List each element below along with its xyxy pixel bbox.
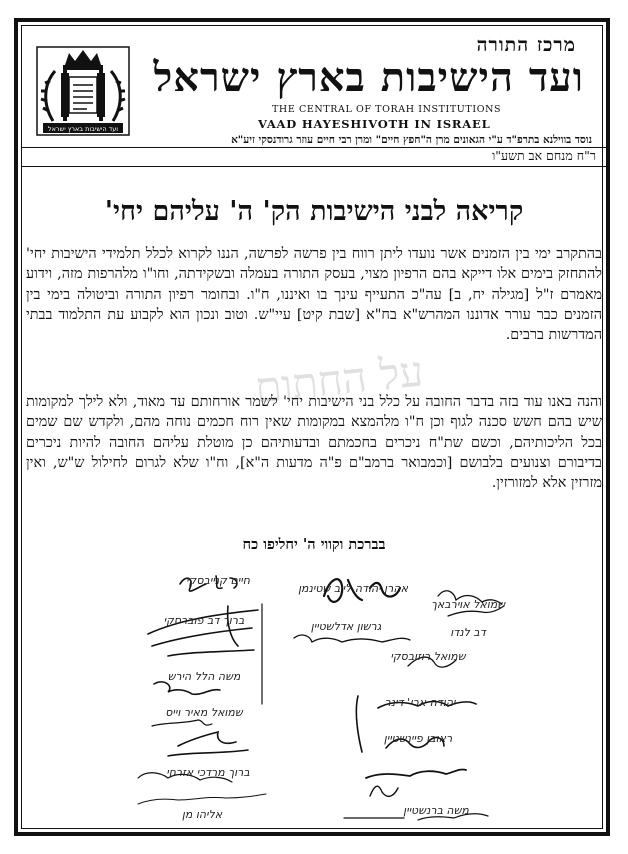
letter-date: ר"ח מנחם אב תשע"ו: [492, 148, 596, 163]
watermark: על החתום: [252, 346, 426, 413]
emblem-caption: ועד הישיבות בארץ ישראל: [47, 125, 119, 133]
founded-line: נוסד בווילנא בתרפ"ד ע"י הגאונים מרן ה"חפץ חיים" ומרן רבי חיים עוזר גרודנסקי זיע"א: [231, 134, 592, 146]
org-subtitle: מרכז התורה: [476, 34, 576, 56]
signature-name: משה ברנשטיין: [403, 804, 469, 817]
body-paragraph-1: [26, 244, 602, 345]
letter-title: קריאה לבני הישיבות הק' ה' עליהם יחי': [104, 196, 524, 227]
signatures-area: [108, 556, 568, 828]
signature-name: שמואל אוירבאך: [430, 598, 506, 611]
paragraph-text: בהתקרב ימי בין הזמנים אשר נועדו ליתן רווח בין פרשה לפרשה, הננו לקרוא לכלל תלמידי הישיבות יחי' להתחזק בימים אלו דייקא בהם הרפיון מצוי, בעסק התורה בעמלה ובשקידתה, וחו"ו מלהרפות מזה, וידוע מאמרם ז"ל [מגילה יח, ב] עה"כ התעייף עינך בו ואיננו, ח"ו. ובחומר רפיון התורה וביטולה בימי בין הזמנים כבר עורר אדוננו המהרש"א בח"א [שבת קיט] עיי"ש. וטוב ונכון הוא לקבוע עת התלמוד בבתי המדרשות ברבים.: [26, 246, 602, 344]
signature-name: אהרן יהודה לייב שטינמן: [298, 582, 408, 595]
letterhead: [22, 24, 606, 146]
date-divider: [22, 166, 606, 167]
org-name-english-line1: THE CENTRAL OF TORAH INSTITUTIONS: [272, 104, 502, 115]
signature-name: שמואל רוזובסקי: [390, 650, 466, 663]
org-name-english-line2: VAAD HAYESHIVOTH IN ISRAEL: [258, 117, 491, 131]
signature-name: גרשון אדלשטיין: [310, 620, 382, 633]
signature-name: ראובן פיינשטיין: [383, 732, 453, 745]
torah-scroll-emblem-icon: [35, 45, 131, 137]
signature-name: משה הלל הירש: [167, 670, 241, 683]
signature-name: חיים קנייבסקי: [186, 574, 250, 587]
signature-name: דב לנדו: [450, 626, 486, 639]
signature-name: יהודה ארי' דינר: [384, 696, 456, 709]
signature-name: אליהו מן: [181, 808, 223, 821]
org-name-hebrew: ועד הישיבות בארץ ישראל: [153, 54, 584, 101]
closing-blessing: בברכת וקווי ה' יחליפו כח: [242, 536, 386, 553]
signature-name: ברוך מרדכי אזרחי: [166, 766, 250, 779]
paragraph-text: והנה באנו עוד בזה בדבר החובה על כלל בני הישיבות יחי' לשמר אורחותם עד מאוד, ולא לילך למקומות שיש בהם חשש סכנה לגוף וכן ח"ו מלהמצא במקומות שאין רוח חכמים נוחה מהם, ולקדש שם שמים בכל הליכותיהם, וכשם שת"ח ניכרים בחכמתם ובדעותיהם כן מוטלת עליהם החובה להיות ניכרים בדיבורם וצנועים בלבושם [וכמבואר ברמב"ם פ"ה מדעות ה"א], וח"ו שלא לגרום לחילול ש"ש, ואין מזרזין אלא למזורזין.: [26, 394, 602, 492]
body-paragraph-2: [26, 392, 602, 493]
signature-name: ברוך דב פוברסקי: [163, 614, 245, 627]
signature-name: שמואל מאיר וייס: [165, 706, 243, 719]
